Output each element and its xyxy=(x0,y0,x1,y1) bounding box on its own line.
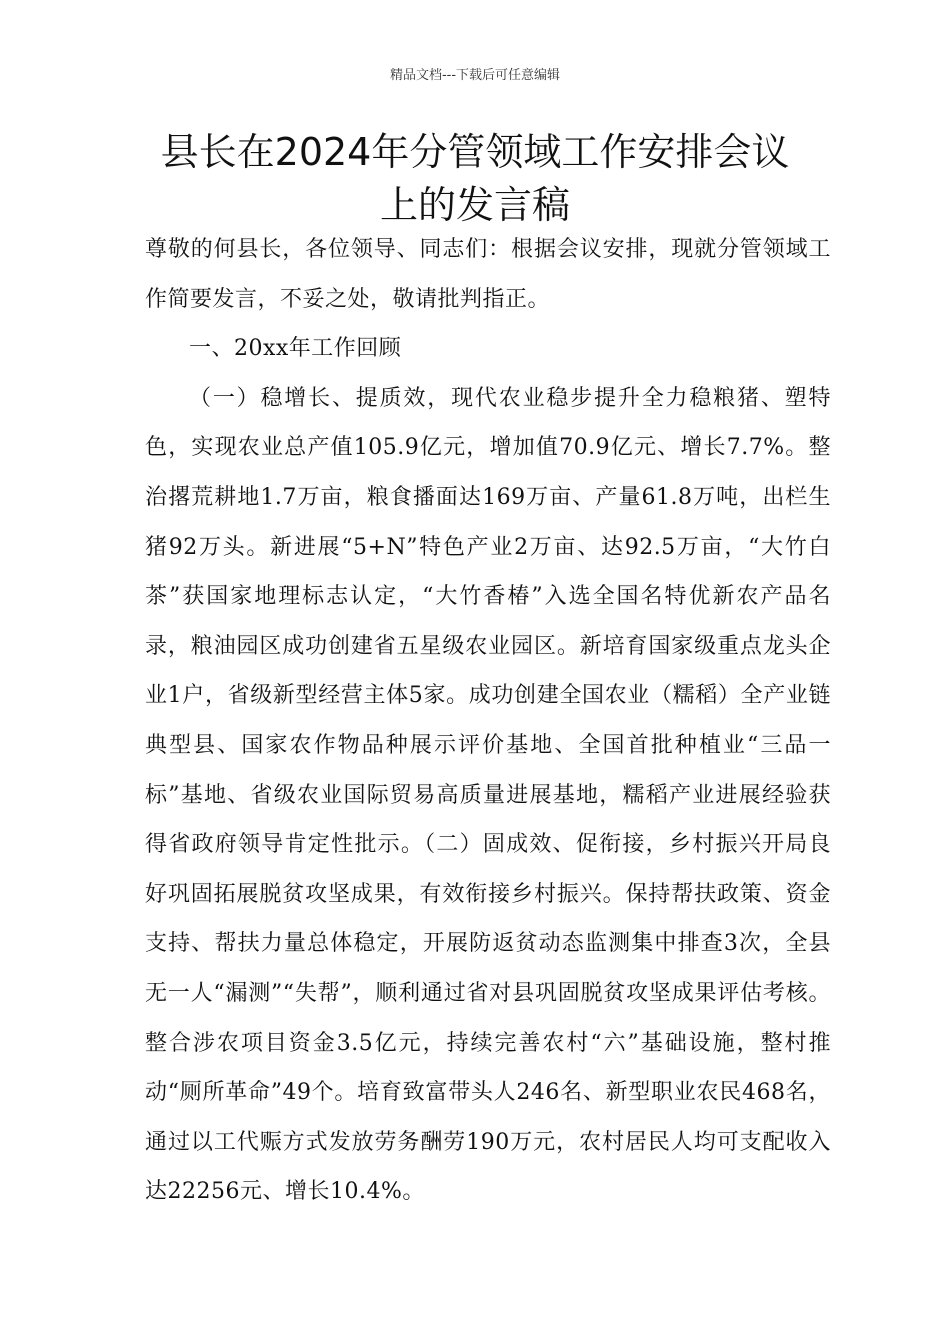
page-header-note: 精品文档---下载后可任意编辑 xyxy=(389,68,561,83)
salutation-paragraph: 尊敬的何县长，各位领导、同志们：根据会议安排，现就分管领域工作简要发言，不妥之处，敬请批判指正。 xyxy=(145,237,831,312)
body-paragraph: （一）稳增长、提质效，现代农业稳步提升全力稳粮猪、塑特色，实现农业总产值105.9亿元，增加值70.9亿元、增长7.7%。整治撂荒耕地1.7万亩，粮食播面达169万亩、产量61.8万吨，出栏生猪92万头。新进展“5+N”特色产业2万亩、达92.5万亩，“大竹白茶”获国家地理标志认定，“大竹香椿”入选全国名特优新农产品名录，粮油园区成功创建省五星级农业园区。新培育国家级重点龙头企业1户，省级新型经营主体5家。成功创建全国农业（糯稻）全产业链典型县、国家农作物品种展示评价基地、全国首批种植业“三品一标”基地、省级农业国际贸易高质量进展基地，糯稻产业进展经验获得省政府领导肯定性批示。（二）固成效、促衔接，乡村振兴开局良好巩固拓展脱贫攻坚成果，有效衔接乡村振兴。保持帮扶政策、资金支持、帮扶力量总体稳定，开展防返贫动态监测集中排查3次，全县无一人“漏测”“失帮”，顺利通过省对县巩固脱贫攻坚成果评估考核。整合涉农项目资金3.5亿元，持续完善农村“六”基础设施，整村推动“厕所革命”49个。培育致富带头人246名、新型职业农民468名，通过以工代赈方式发放劳务酬劳190万元，农村居民人均可支配收入达22256元、增长10.4%。 xyxy=(145,385,831,1205)
title-line-1: 县长在2024年分管领域工作安排会议 xyxy=(160,130,790,174)
document-body xyxy=(145,225,831,1217)
document-title xyxy=(100,126,850,232)
section-heading: 一、20xx年工作回顾 xyxy=(189,336,402,362)
title-line-2: 上的发言稿 xyxy=(379,183,570,227)
